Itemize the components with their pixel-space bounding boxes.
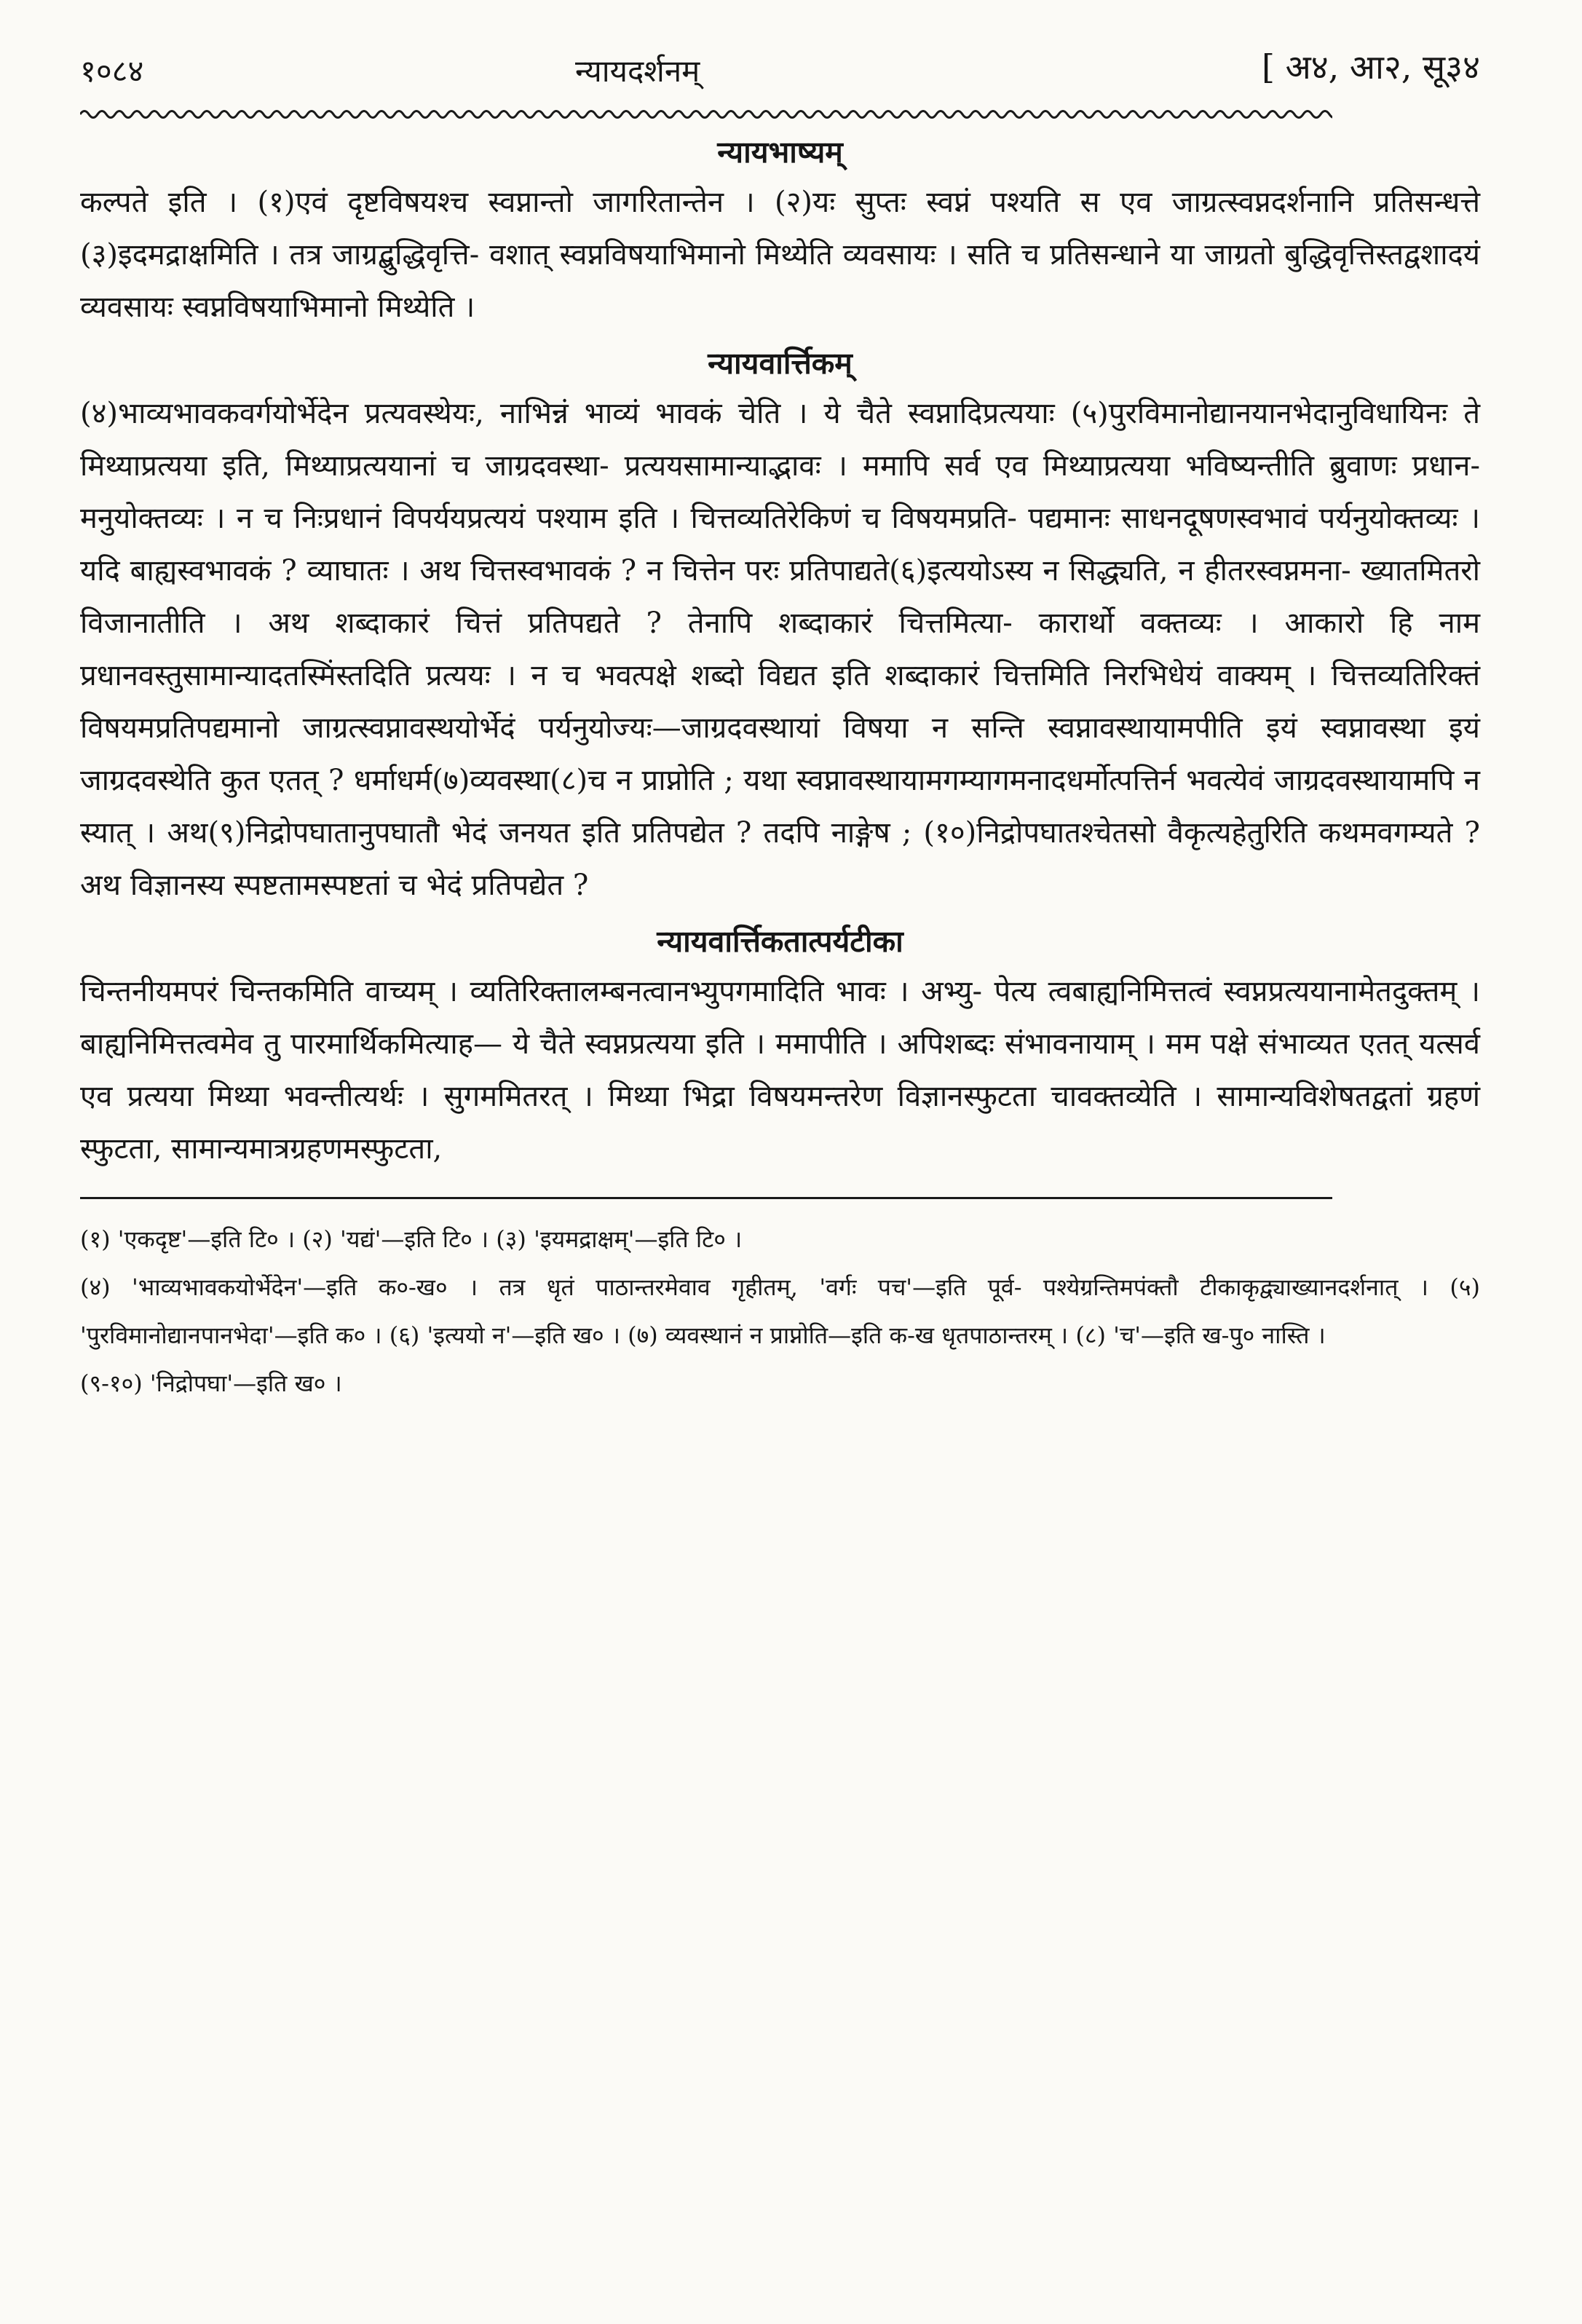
section-reference: [ अ४, आ२, सू३४ xyxy=(1262,47,1480,87)
footnote-divider xyxy=(80,1197,1332,1199)
section-nyaya-varttika xyxy=(80,342,1480,912)
section-text: कल्पते इति । (१)एवं दृष्टविषयश्च स्वप्नान्तो जागरितान्तेन । (२)यः सुप्तः स्वप्नं पश्यति स एव जाग्रत्स्वप्नदर्शनानि प्रतिसन्धत्ते (३)इदमद्राक्षमिति । तत्र जाग्रद्बुद्धिवृत्ति- वशात् स्वप्नविषयाभिमानो मिथ्येति व्यवसायः । सति च प्रतिसन्धाने या जाग्रतो बुद्धिवृत्तिस्तद्वशादयं व्यवसायः स्वप्नविषयाभिमानो मिथ्येति । xyxy=(80,186,1480,324)
section-tatparya-tika xyxy=(80,920,1480,1175)
section-text: चिन्तनीयमपरं चिन्तकमिति वाच्यम् । व्यतिरिक्तालम्बनत्वानभ्युपगमादिति भावः । अभ्यु- पेत्य त्वबाह्यनिमित्तत्वं स्वप्नप्रत्ययानामेतदुक्तम् । बाह्यनिमित्तत्वमेव तु पारमार्थिकमित्याह— ये चैते स्वप्नप्रत्यया इति । ममापीति । अपिशब्दः संभावनायाम् । मम पक्षे संभाव्यत एतत् यत्सर्व एव प्रत्यया मिथ्या भवन्तीत्यर्थः । सुगममितरत् । मिथ्या भिद्रा विषयमन्तरेण विज्ञानस्फुटता चावक्तव्येति । सामान्यविशेषतद्वतां ग्रहणं स्फुटता, सामान्यमात्रग्रहणमस्फुटता, xyxy=(80,975,1480,1166)
wavy-divider xyxy=(80,106,1480,122)
section-title: न्यायवार्त्तिकतात्पर्यटीका xyxy=(657,924,903,959)
section-title: न्यायभाष्यम् xyxy=(717,135,843,170)
page-number: १०८४ xyxy=(80,53,144,89)
footnote-line: (१) 'एकदृष्ट'—इति टि० । (२) 'यद्यं'—इति टि० । (३) 'इयमद्राक्षम्'—इति टि० । xyxy=(80,1225,743,1253)
section-title: न्यायवार्त्तिकम् xyxy=(708,346,853,381)
section-text: (४)भाव्यभावकवर्गयोर्भेदेन प्रत्यवस्थेयः, नाभिन्नं भाव्यं भावकं चेति । ये चैते स्वप्नादिप्रत्ययाः (५)पुरविमानोद्यानयानभेदानुविधायिनः ते मिथ्याप्रत्यया इति, मिथ्याप्रत्ययानां च जाग्रदवस्था- प्रत्ययसामान्याद्भावः । ममापि सर्व एव मिथ्याप्रत्यया भविष्यन्तीति ब्रुवाणः प्रधान- मनुयोक्तव्यः । न च निःप्रधानं विपर्ययप्रत्ययं पश्याम इति । चित्तव्यतिरेकिणं च विषयमप्रति- पद्यमानः साधनदूषणस्वभावं पर्यनुयोक्तव्यः । यदि बाह्यस्वभावकं ? व्याघातः । अथ चित्तस्वभावकं ? न चित्तेन परः प्रतिपाद्यते(६)इत्ययोऽस्य न सिद्ध्यति, न हीतरस्वप्नमना- ख्यातमितरो विजानातीति । अथ शब्दाकारं चित्तं प्रतिपद्यते ? तेनापि शब्दाकारं चित्तमित्या- कारार्थो वक्तव्यः । आकारो हि नाम प्रधानवस्तुसामान्यादतस्मिंस्तदिति प्रत्ययः । न च भवत्पक्षे शब्दो विद्यत इति शब्दाकारं चित्तमिति निरभिधेयं वाक्यम् । चित्तव्यतिरिक्तं विषयमप्रतिपद्यमानो जाग्रत्स्वप्नावस्थयोर्भेदं पर्यनुयोज्यः—जाग्रदवस्थायां विषया न सन्ति स्वप्नावस्थायामपीति इयं स्वप्नावस्था इयं जाग्रदवस्थेति कुत एतत् ? धर्माधर्म(७)व्यवस्था(८)च न प्राप्नोति ; यथा स्वप्नावस्थायामगम्यागमनादधर्मोत्पत्तिर्न भवत्येवं जाग्रदवस्थायामपि न स्यात् । अथ(९)निद्रोपघातानुपघातौ भेदं जनयत इति प्रतिपद्येत ? तदपि नाङ्गेष ; (१०)निद्रोपघातश्चेतसो वैकृत्यहेतुरिति कथमवगम्यते ? अथ विज्ञानस्य स्पष्टतामस्पष्टतां च भेदं प्रतिपद्येत ? xyxy=(80,397,1480,902)
page-header xyxy=(80,44,1480,95)
footnote-line: (४) 'भाव्यभावकयोर्भेदेन'—इति क०-ख० । तत्र धृतं पाठान्तरमेवाव गृहीतम्, 'वर्गः पच'—इति पूर्व- पश्येग्रन्तिमपंक्तौ टीकाकृद्व्याख्यानदर्शनात् । (५) 'पुरविमानोद्यानपानभेदा'—इति क० । (६) 'इत्ययो न'—इति ख० । (७) व्यवस्थानं न प्राप्नोति—इति क-ख धृतपाठान्तरम् । (८) 'च'—इति ख-पु० नास्ति । xyxy=(80,1273,1480,1349)
section-nyaya-bhashya xyxy=(80,131,1480,333)
footnote-line: (९-१०) 'निद्रोपघा'—इति ख० । xyxy=(80,1370,342,1397)
footnotes xyxy=(80,1215,1480,1407)
running-title: न्यायदर्शनम् xyxy=(575,53,700,89)
